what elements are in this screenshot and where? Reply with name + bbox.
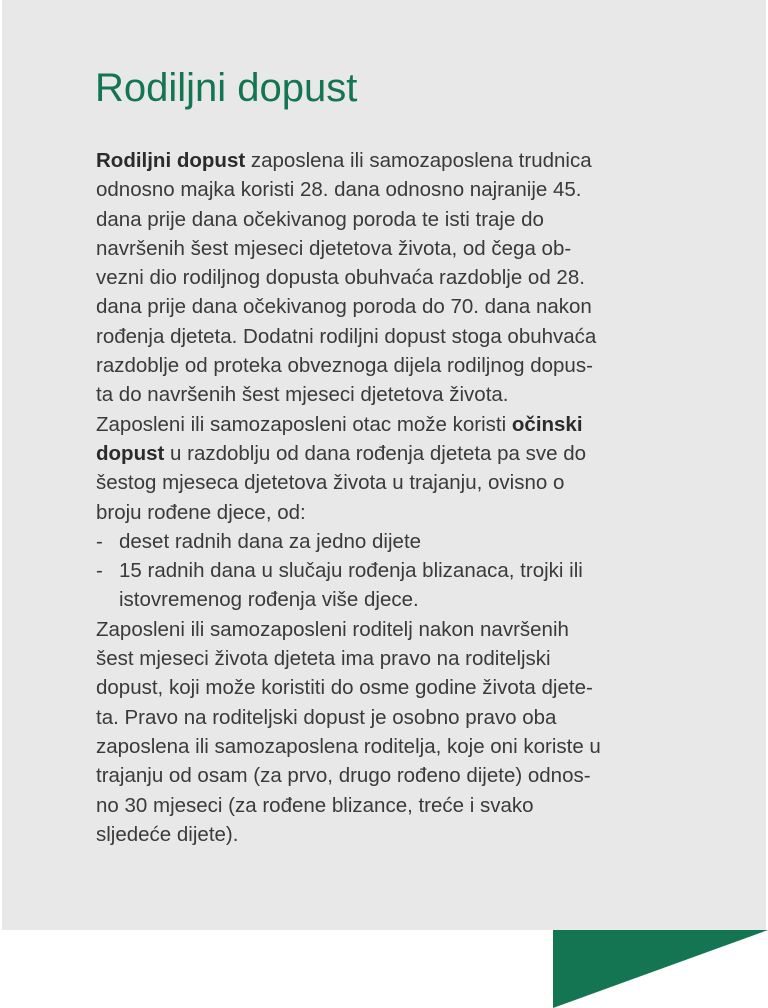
list-item: - deset radnih dana za jedno dijete [96, 527, 706, 556]
text-line: sljedeće dijete). [96, 822, 239, 846]
text-line: Zaposleni ili samozaposleni otac može koristi očinski [96, 412, 583, 436]
text-line: Rodiljni dopust zaposlena ili samozaposlena trudnica [96, 149, 592, 172]
text-line: no 30 mjeseci (za rođene blizance, treće i svako [96, 793, 534, 817]
text-line: odnosno majka koristi 28. dana odnosno najranije 45. [96, 178, 582, 202]
list-item-continuation: istovremenog rođenja više djece. [119, 588, 419, 612]
bold-term: dopust [96, 441, 165, 465]
dash-marker: - [96, 559, 103, 583]
text-line: zaposlena ili samozaposlena roditelja, koje oni koriste u [96, 734, 601, 758]
dash-marker: - [96, 529, 103, 553]
text-line: dopust u razdoblju od dana rođenja djeteta pa sve do [96, 441, 587, 465]
text-line: ta. Pravo na roditeljski dopust je osobno pravo oba [96, 705, 557, 729]
text-line: rođenja djeteta. Dodatni rodiljni dopust stoga obuhvaća [96, 324, 597, 348]
text-line: dana prije dana očekivanog poroda do 70. dana nakon [96, 295, 592, 319]
text-line: dana prije dana očekivanog poroda te isti traje do [96, 207, 544, 231]
list-item: - 15 radnih dana u slučaju rođenja blizanaca, trojki ili [96, 556, 706, 585]
bold-term: Rodiljni dopust [96, 149, 246, 172]
body-text [96, 146, 706, 849]
bold-term: očinski [511, 412, 583, 436]
text-line: ta do navršenih šest mjeseci djetetova života. [96, 383, 509, 407]
text-line: vezni dio rodiljnog dopusta obuhvaća razdoblje od 28. [96, 266, 585, 290]
text-line: razdoblje od proteka obveznoga dijela rodiljnog dopus- [96, 354, 593, 378]
text-line: šest mjeseci života djeteta ima pravo na roditeljski [96, 647, 551, 671]
page-title: Rodiljni dopust [95, 66, 358, 110]
text-line: trajanju od osam (za prvo, drugo rođeno dijete) odnos- [96, 764, 591, 788]
green-corner-fold [553, 930, 768, 1008]
text-line: broju rođene djece, od: [96, 500, 306, 524]
text-line: dopust, koji može koristiti do osme godine života djete- [96, 676, 593, 700]
text-line: navršenih šest mjeseci djetetova života, od čega ob- [96, 236, 572, 260]
text-line: Zaposleni ili samozaposleni roditelj nakon navršenih [96, 617, 569, 641]
text-line: šestog mjeseca djetetova života u trajanju, ovisno o [96, 471, 565, 495]
